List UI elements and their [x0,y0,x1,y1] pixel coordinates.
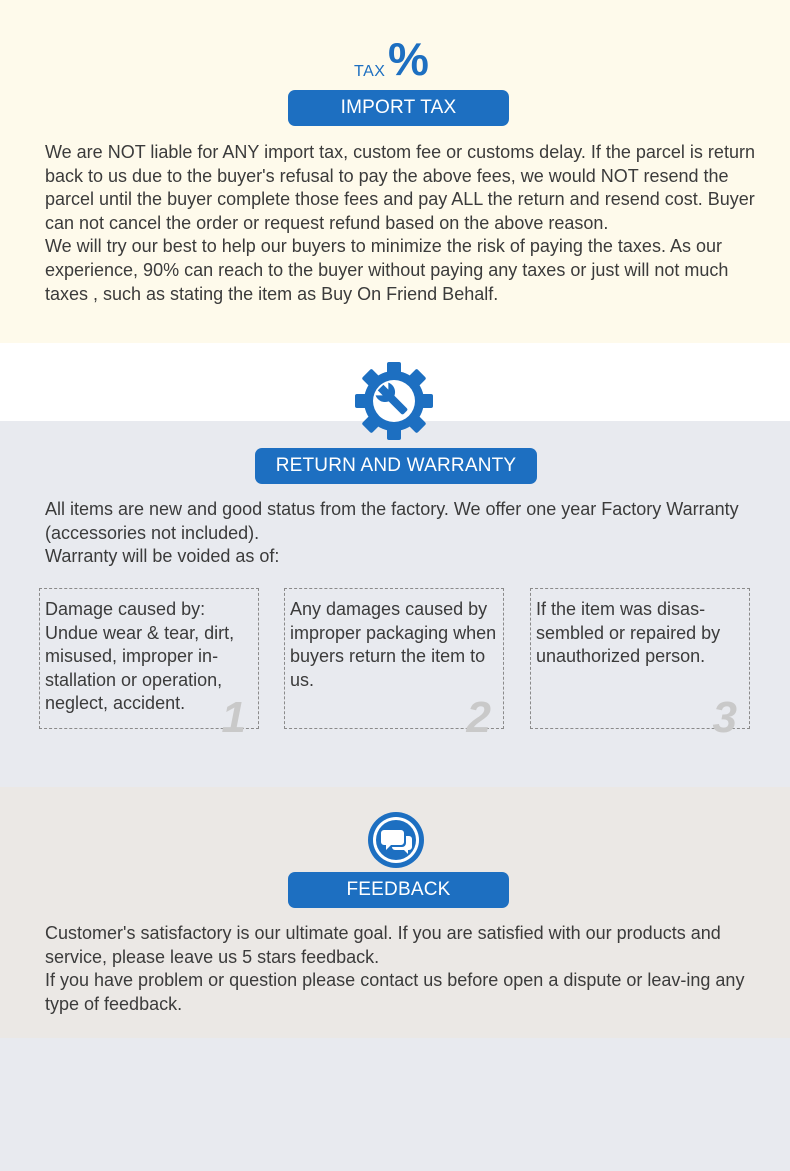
warranty-case-text: If the item was disas-sembled or repaired by unauthorized person. [536,599,721,667]
tax-logo-symbol: % [388,33,426,85]
warranty-paragraph: All items are new and good status from the factory. We offer one year Factory Warranty (accessories not included). [45,499,739,543]
import-tax-heading: IMPORT TAX [288,90,509,126]
feedback-paragraph: If you have problem or question please contact us before open a dispute or leav-ing any type of feedback. [45,970,745,1014]
tax-percent-icon [354,33,434,85]
import-tax-text [45,141,755,306]
feedback-text [45,922,755,1016]
warranty-case-card [39,588,259,743]
import-tax-paragraph: We will try our best to help our buyers to minimize the risk of paying the taxes. As our experience, 90% can reach to the buyer without paying any taxes or just will not much taxes , such as stating the item as Buy On Friend Behalf. [45,236,729,304]
tax-logo-word: TAX [354,63,386,80]
warranty-case-card [284,588,504,743]
warranty-case-card [530,588,750,743]
feedback-paragraph: Customer's satisfactory is our ultimate goal. If you are satisfied with our products and service, please leave us 5 stars feedback. [45,923,721,967]
gear-wrench-icon [354,362,434,440]
warranty-case-number: 3 [712,693,737,743]
import-tax-paragraph: We are NOT liable for ANY import tax, custom fee or customs delay. If the parcel is return back to us due to the buyer's refusal to pay the above fees, we would NOT resend the parcel until the buyer complete those fees and pay ALL the return and resend cost. Buyer can not cancel the order or request refund based on the above reason. [45,142,755,233]
warranty-case-number: 1 [221,693,246,743]
warranty-paragraph: Warranty will be voided as of: [45,546,280,567]
bottom-section [0,1038,790,1171]
warranty-case-text: Damage caused by: Undue wear & tear, dirt, misused, improper in-stallation or operation, neglect, accident. [45,599,235,714]
warranty-case-text: Any damages caused by improper packaging when buyers return the item to us. [290,599,497,690]
warranty-text [45,498,755,569]
warranty-heading: RETURN AND WARRANTY [255,448,537,484]
chat-bubbles-icon [366,810,426,870]
feedback-heading: FEEDBACK [288,872,509,908]
warranty-case-number: 2 [466,693,491,743]
